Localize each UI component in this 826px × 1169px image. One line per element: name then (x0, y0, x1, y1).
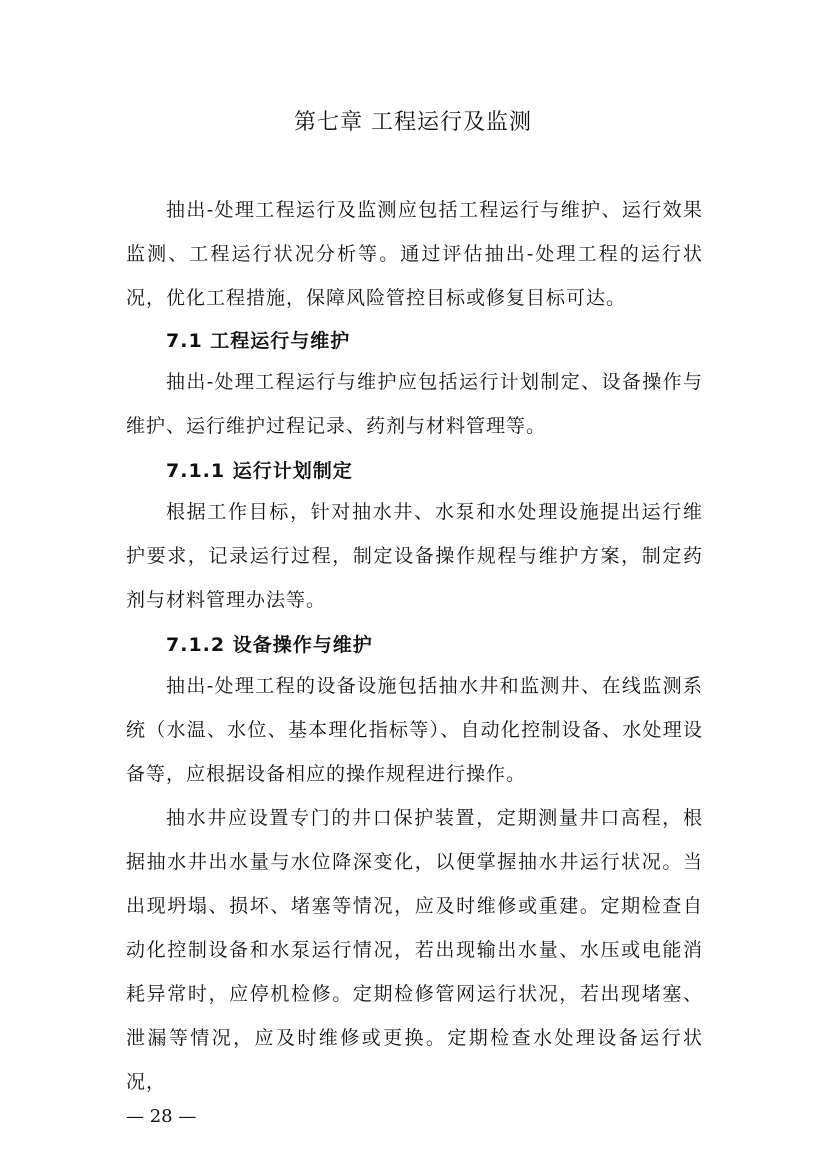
section-7-1-2-paragraph-1: 抽出-处理工程的设备设施包括抽水井和监测井、在线监测系统（水温、水位、基本理化指标等）、自动化控制设备、水处理设备等，应根据设备相应的操作规程进行操作。 (126, 675, 703, 785)
intro-paragraph: 抽出-处理工程运行及监测应包括工程运行与维护、运行效果监测、工程运行状况分析等。通过评估抽出-处理工程的运行状况，优化工程措施，保障风险管控目标或修复目标可达。 (126, 199, 703, 309)
section-7-1-2-heading: 7.1.2 设备操作与维护 (166, 634, 373, 656)
section-7-1-1-heading: 7.1.1 运行计划制定 (166, 460, 353, 482)
page-number: — 28 — (126, 1106, 197, 1127)
section-7-1-2-paragraph-2: 抽水井应设置专门的井口保护装置，定期测量井口高程，根据抽水井出水量与水位降深变化，以便掌握抽水井运行状况。当出现坍塌、损坏、堵塞等情况，应及时维修或重建。定期检查自动化控制设备和水泵运行情况，若出现输出水量、水压或电能消耗异常时，应停机检修。定期检修管网运行状况，若出现堵塞、泄漏等情况，应及时维修或更换。定期检查水处理设备运行状况， (126, 807, 703, 1093)
section-7-1-paragraph: 抽出-处理工程运行与维护应包括运行计划制定、设备操作与维护、运行维护过程记录、药剂与材料管理等。 (126, 371, 703, 437)
chapter-title: 第七章 工程运行及监测 (294, 110, 532, 135)
section-7-1-heading: 7.1 工程运行与维护 (166, 330, 351, 352)
section-7-1-1-paragraph: 根据工作目标，针对抽水井、水泵和水处理设施提出运行维护要求，记录运行过程，制定设备操作规程与维护方案，制定药剂与材料管理办法等。 (126, 501, 703, 611)
